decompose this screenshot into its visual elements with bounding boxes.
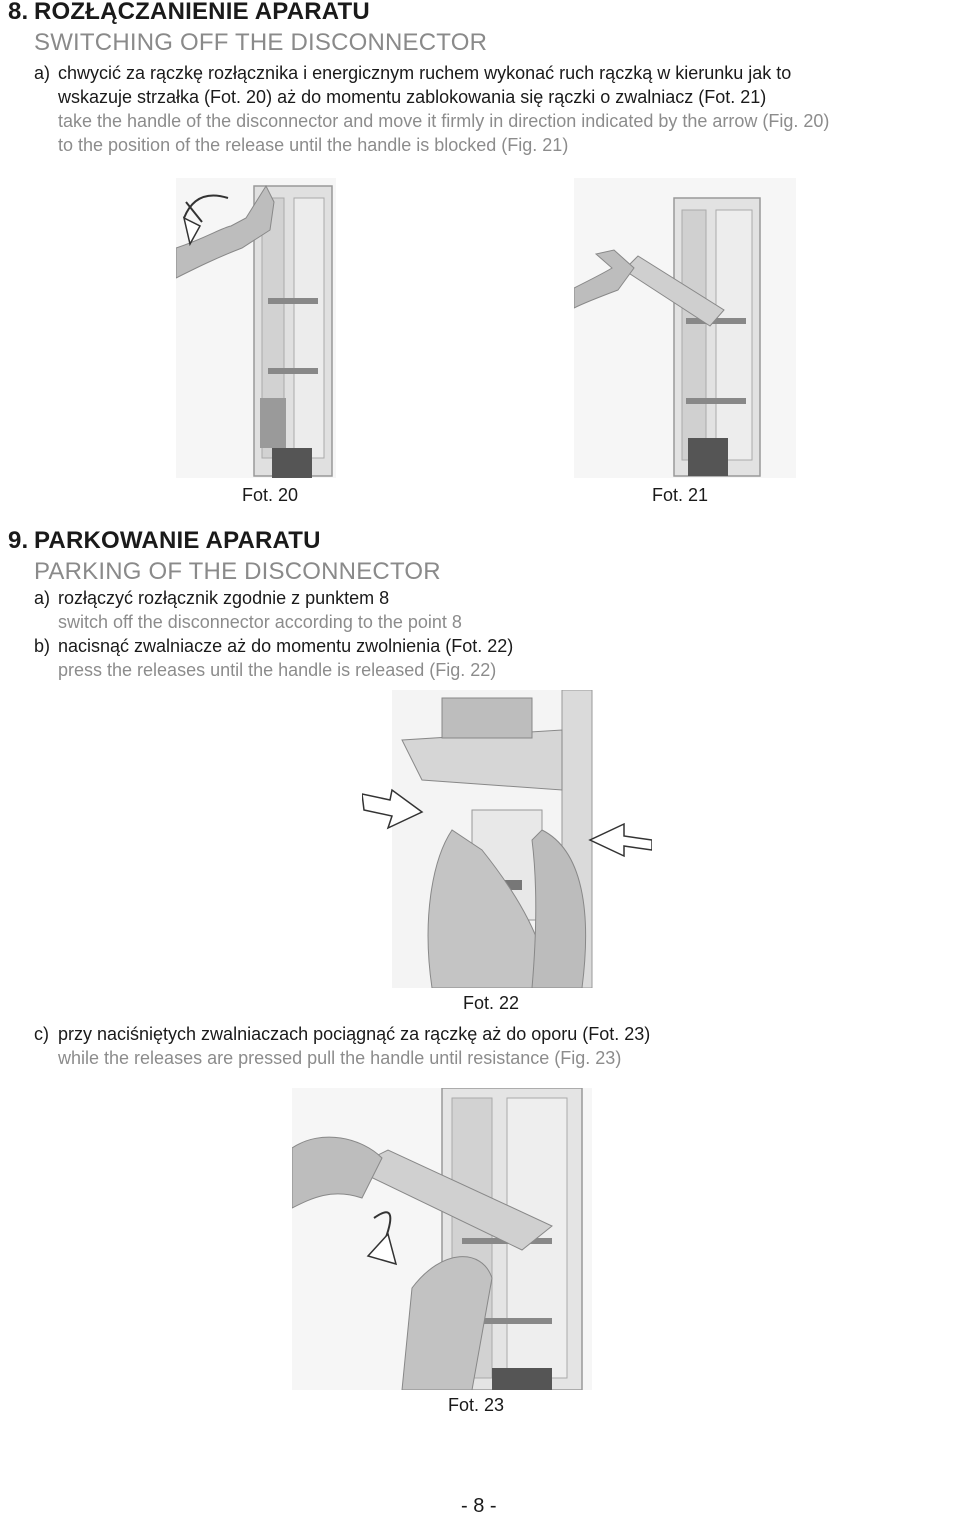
item-9c-pl — [34, 1022, 934, 1046]
section-8-number: 8. — [8, 0, 29, 25]
item-9a-en: switch off the disconnector according to the point 8 — [58, 612, 462, 632]
caption-fot-23: Fot. 23 — [448, 1395, 505, 1415]
item-9c-label: c) — [34, 1024, 49, 1044]
item-9b-pl — [34, 634, 934, 658]
section-9-items-ab — [34, 586, 934, 682]
section-8-heading — [8, 0, 370, 26]
photo-fot-23 — [292, 1088, 592, 1390]
section-8-title-en: SWITCHING OFF THE DISCONNECTOR — [34, 29, 488, 56]
item-9a-pl — [34, 586, 934, 610]
section-8-title-pl: ROZŁĄCZANIENIE APARATU — [34, 0, 370, 25]
section-9-title-pl: PARKOWANIE APARATU — [34, 527, 321, 554]
item-9c-en: while the releases are pressed pull the handle until resistance (Fig. 23) — [58, 1048, 622, 1068]
photo-fot-22 — [362, 690, 652, 988]
item-a-pl-line2: wskazuje strzałka (Fot. 20) aż do momentu zablokowania się rączki o zwalniacz (Fot. 21) — [58, 87, 767, 107]
item-a-pl-line1-text: chwycić za rączkę rozłącznika i energicznym ruchem wykonać ruch rączką w kierunku jak to — [58, 63, 792, 83]
caption-fot-22: Fot. 22 — [463, 993, 520, 1013]
item-9a-label: a) — [34, 588, 51, 608]
photo-fot-20 — [176, 178, 336, 478]
item-a-en-line2: to the position of the release until the handle is blocked (Fig. 21) — [58, 135, 569, 155]
item-a-label: a) — [34, 63, 51, 83]
section-9-number: 9. — [8, 527, 29, 554]
section-9-item-c — [34, 1022, 934, 1070]
item-a-pl-line1 — [34, 61, 956, 85]
item-9b-pl-text: nacisnąć zwalniacze aż do momentu zwolnienia (Fot. 22) — [58, 636, 514, 656]
item-a-en-line1: take the handle of the disconnector and move it firmly in direction indicated by the arrow (Fig. 20) — [58, 111, 830, 131]
section-9-heading — [8, 527, 321, 555]
item-9a-pl-text: rozłączyć rozłącznik zgodnie z punktem 8 — [58, 588, 390, 608]
page-number: - 8 - — [461, 1495, 497, 1517]
item-9b-label: b) — [34, 636, 51, 656]
caption-fot-21: Fot. 21 — [652, 485, 709, 505]
caption-fot-20: Fot. 20 — [242, 485, 299, 505]
section-8-item-a — [34, 61, 956, 157]
item-9b-en: press the releases until the handle is released (Fig. 22) — [58, 660, 497, 680]
section-9-title-en: PARKING OF THE DISCONNECTOR — [34, 558, 441, 585]
photo-fot-21 — [574, 178, 796, 478]
item-9c-pl-text: przy naciśniętych zwalniaczach pociągnąć za rączkę aż do oporu (Fot. 23) — [58, 1024, 651, 1044]
